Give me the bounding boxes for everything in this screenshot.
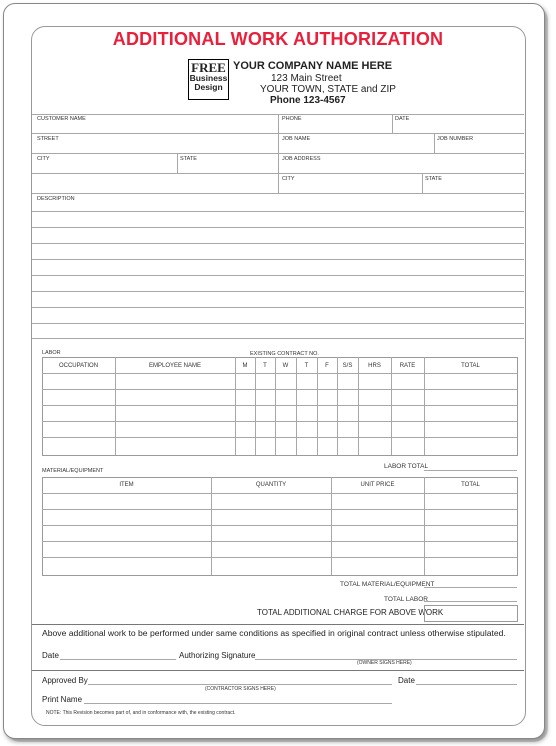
labor-col-hrs: HRS — [368, 363, 381, 369]
material-col-quantity: QUANTITY — [255, 482, 287, 488]
customer-name-field[interactable]: CUSTOMER NAME — [37, 116, 86, 122]
job-city-field[interactable]: CITY — [282, 176, 295, 182]
free-design-logo — [188, 59, 229, 100]
labor-col-occupation: OCCUPATION — [58, 363, 99, 369]
labor-total-line[interactable] — [424, 470, 517, 471]
labor-col-rate: RATE — [399, 363, 416, 369]
revision-note: NOTE: This Revision becomes part of, and in conformance with, the existing contract. — [46, 710, 236, 716]
contractor-signs-note: (CONTRACTOR SIGNS HERE) — [205, 686, 276, 692]
total-material-label: TOTAL MATERIAL/EQUIPMENT — [340, 581, 435, 588]
material-label: MATERIAL/EQUIPMENT — [42, 468, 104, 474]
print-name-label: Print Name — [42, 695, 83, 704]
print-name-line[interactable] — [84, 703, 392, 704]
labor-label: LABOR — [42, 350, 61, 356]
date-label: Date — [42, 651, 59, 660]
job-name-field[interactable]: JOB NAME — [282, 136, 311, 142]
company-name: YOUR COMPANY NAME HERE — [233, 60, 393, 72]
approved-by-label: Approved By — [42, 676, 88, 685]
job-address-field[interactable]: JOB ADDRESS — [282, 156, 321, 162]
logo-line-3: Design — [194, 81, 223, 92]
labor-col-employee-name: EMPLOYEE NAME — [148, 363, 201, 369]
rule — [422, 173, 423, 193]
labor-table — [42, 357, 518, 456]
total-labor-label: TOTAL LABOR — [384, 596, 428, 603]
rule — [278, 114, 279, 193]
total-labor-line[interactable] — [424, 601, 517, 602]
rule — [434, 133, 435, 153]
rule — [32, 193, 524, 194]
rule — [177, 153, 178, 173]
job-state-field[interactable]: STATE — [425, 176, 442, 182]
existing-contract-label: EXISTING CONTRACT NO. — [250, 351, 319, 357]
job-number-field[interactable]: JOB NUMBER — [437, 136, 474, 142]
description-label: DESCRIPTION — [37, 196, 75, 202]
total-material-line[interactable] — [424, 587, 517, 588]
labor-total-label: LABOR TOTAL — [384, 463, 429, 470]
form-title: ADDITIONAL WORK AUTHORIZATION — [112, 29, 444, 49]
labor-col-ss: S/S — [342, 363, 353, 369]
company-street: 123 Main Street — [271, 73, 342, 84]
date-line[interactable] — [60, 659, 176, 660]
date-field[interactable]: DATE — [395, 116, 410, 122]
street-field[interactable]: STREET — [37, 136, 59, 142]
phone-field[interactable]: PHONE — [282, 116, 302, 122]
labor-col-th: T — [304, 363, 309, 369]
material-col-total: TOTAL — [461, 482, 480, 488]
labor-col-m: M — [242, 363, 248, 369]
city-field[interactable]: CITY — [37, 156, 50, 162]
approved-by-line[interactable] — [88, 684, 392, 685]
labor-col-total: TOTAL — [461, 363, 480, 369]
owner-signs-note: (OWNER SIGNS HERE) — [357, 660, 412, 666]
date2-line[interactable] — [416, 684, 517, 685]
labor-col-w: W — [282, 363, 289, 369]
rule — [392, 114, 393, 133]
company-phone: Phone 123-4567 — [270, 95, 346, 106]
date2-label: Date — [398, 676, 415, 685]
company-city-state-zip: YOUR TOWN, STATE and ZIP — [260, 84, 396, 95]
labor-col-t: T — [263, 363, 267, 369]
material-col-unit-price: UNIT PRICE — [360, 482, 395, 488]
material-table — [42, 477, 518, 576]
total-additional-box[interactable] — [424, 605, 518, 622]
state-field[interactable]: STATE — [180, 156, 197, 162]
total-additional-label: TOTAL ADDITIONAL CHARGE FOR ABOVE WORK — [257, 608, 444, 617]
material-col-item: ITEM — [119, 482, 134, 488]
authorizing-signature-label: Authorizing Signature — [179, 651, 256, 660]
logo-line-1: FREE — [191, 60, 226, 75]
authorization-statement: Above additional work to be performed under same conditions as specified in original contract unless otherwise stipulated. — [42, 628, 506, 638]
logo-line-2: Business — [189, 73, 228, 83]
labor-col-f: F — [325, 363, 329, 369]
